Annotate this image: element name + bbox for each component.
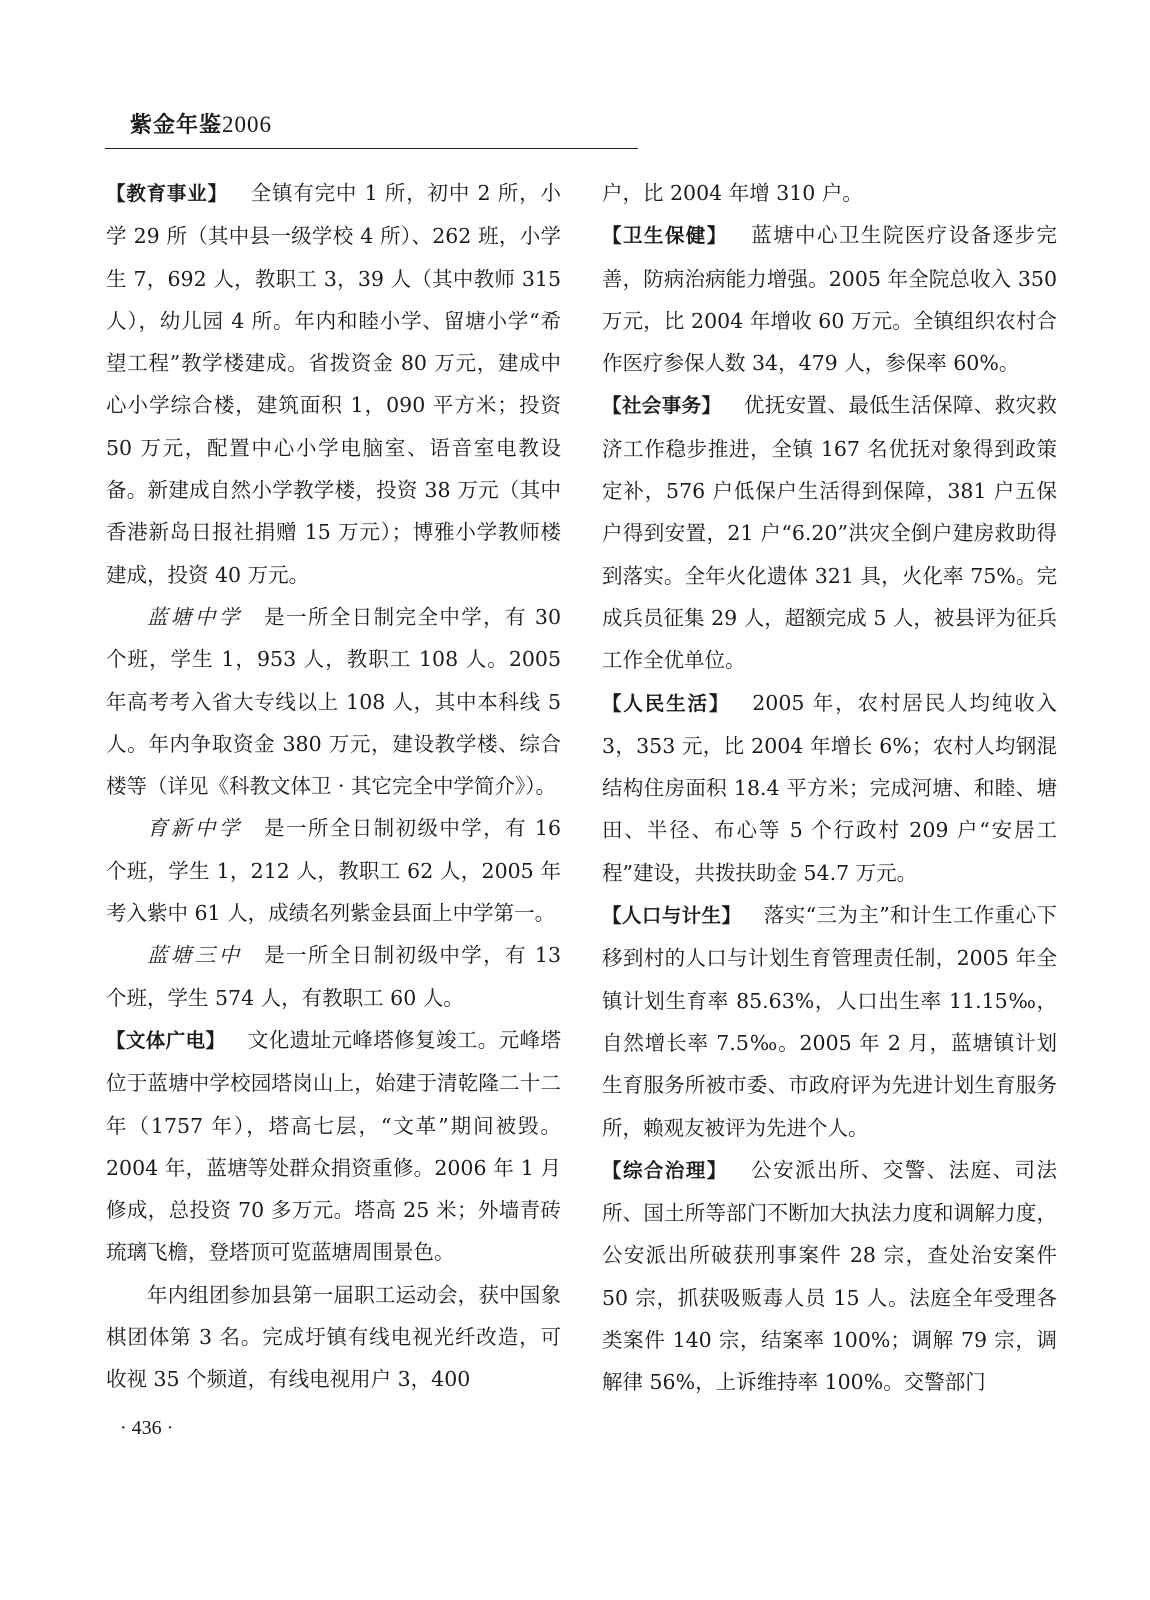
school-name: 蓝塘中学 bbox=[147, 604, 243, 629]
school-name: 育新中学 bbox=[147, 816, 243, 841]
section-tag-culture: 【文体广电】 bbox=[106, 1028, 226, 1052]
school-text: 是一所全日制初级中学，有 16 个班，学生 1，212 人，教职工 62 人，2005 年考入紫中 61 人，成绩名列紫金县面上中学第一。 bbox=[106, 816, 562, 926]
culture-paragraph-2 bbox=[106, 1274, 561, 1401]
culture-paragraph bbox=[106, 1019, 561, 1274]
education-text: 全镇有完中 1 所，初中 2 所，小学 29 所（其中县一级学校 4 所）、262 班，小学生 7，692 人，教职工 3，39 人（其中教师 315 人），幼儿园 4 所。年内和睦小学、留塘小学“希望工程”教学楼建成。省拨资金 80 万元，建成中心小学综合楼，建筑面积 1，090 平方米；投资 50 万元，配置中心小学电脑室、语音室电教设备。新建成自然小学教学楼，投资 38 万元（其中香港新岛日报社捐赠 15 万元）；博雅小学教师楼建成，投资 40 万元。 bbox=[106, 181, 561, 587]
governance-paragraph bbox=[602, 1149, 1057, 1404]
running-header bbox=[130, 108, 272, 139]
school-text: 是一所全日制初级中学，有 13 个班，学生 574 人，有教职工 60 人。 bbox=[106, 943, 562, 1010]
right-column bbox=[602, 172, 1057, 1404]
section-tag-social: 【社会事务】 bbox=[602, 394, 722, 418]
school-paragraph-yuxin bbox=[106, 807, 561, 934]
book-year: 2006 bbox=[222, 112, 273, 137]
left-column bbox=[106, 172, 561, 1401]
section-tag-population: 【人口与计生】 bbox=[602, 904, 742, 928]
livelihood-paragraph bbox=[602, 682, 1057, 894]
school-text: 是一所全日制完全中学，有 30 个班，学生 1，953 人，教职工 108 人。2005 年高考考入省大专线以上 108 人，其中本科线 5 人。年内争取资金 380 万元，建设教学楼、综合楼等（详见《科教文体卫 · 其它完全中学简介》）。 bbox=[106, 604, 562, 799]
livelihood-text: 2005 年，农村居民人均纯收入 3，353 元，比 2004 年增长 6%；农村人均钢混结构住房面积 18.4 平方米；完成河塘、和睦、塘田、半径、布心等 5 个行政村 209 户“安居工程”建设，共拨扶助金 54.7 万元。 bbox=[602, 690, 1057, 885]
section-tag-health: 【卫生保健】 bbox=[602, 224, 728, 248]
book-title: 紫金年鉴 bbox=[130, 113, 223, 138]
section-tag-governance: 【综合治理】 bbox=[602, 1158, 728, 1182]
health-paragraph bbox=[602, 214, 1057, 384]
culture-text-2: 年内组团参加县第一届职工运动会，获中国象棋团体第 3 名。完成圩镇有线电视光纤改造，可收视 35 个频道，有线电视用户 3，400 bbox=[106, 1282, 561, 1392]
header-rule bbox=[105, 148, 638, 149]
school-paragraph-lantang-3 bbox=[106, 934, 561, 1019]
social-text: 优抚安置、最低生活保障、救灾救济工作稳步推进，全镇 167 名优抚对象得到政策定补，576 户低保户生活得到保障，381 户五保户得到安置，21 户“6.20”洪灾全倒户建房救助得到落实。全年火化遗体 321 具，火化率 75%。完成兵员征集 29 人，超额完成 5 人，被县评为征兵工作全优单位。 bbox=[602, 393, 1057, 673]
health-text: 蓝塘中心卫生院医疗设备逐步完善，防病治病能力增强。2005 年全院总收入 350 万元，比 2004 年增收 60 万元。全镇组织农村合作医疗参保人数 34，479 人，参保率 60%。 bbox=[602, 223, 1057, 376]
governance-text: 公安派出所、交警、法庭、司法所、国土所等部门不断加大执法力度和调解力度，公安派出所破获刑事案件 28 宗，查处治安案件 50 宗，抓获吸贩毒人员 15 人。法庭全年受理各类案件 140 宗，结案率 100%；调解 79 宗，调解律 56%，上诉维持率 100%。交警部门 bbox=[602, 1157, 1057, 1395]
culture-continuation-text: 户，比 2004 年增 310 户。 bbox=[602, 181, 863, 205]
school-name: 蓝塘三中 bbox=[147, 943, 243, 968]
page-number: · 436 · bbox=[120, 1417, 174, 1439]
section-tag-education: 【教育事业】 bbox=[106, 182, 228, 205]
population-paragraph bbox=[602, 894, 1057, 1149]
section-tag-livelihood: 【人民生活】 bbox=[602, 691, 731, 715]
school-paragraph-lantang bbox=[106, 596, 561, 807]
education-paragraph bbox=[106, 172, 561, 596]
social-paragraph bbox=[602, 384, 1057, 681]
culture-continuation bbox=[602, 172, 1057, 214]
population-text: 落实“三为主”和计生工作重心下移到村的人口与计划生育管理责任制，2005 年全镇计划生育率 85.63%，人口出生率 11.15‰，自然增长率 7.5‰。2005 年 2 月，蓝塘镇计划生育服务所被市委、市政府评为先进计划生育服务所，赖观友被评为先进个人。 bbox=[602, 903, 1057, 1140]
culture-text: 文化遗址元峰塔修复竣工。元峰塔位于蓝塘中学校园塔岗山上，始建于清乾隆二十二年（1757 年），塔高七层，“文革”期间被毁。2004 年，蓝塘等处群众捐资重修。2006 年 1 月修成，总投资 70 多万元。塔高 25 米；外墙青砖琉璃飞檐，登塔顶可览蓝塘周围景色。 bbox=[106, 1027, 561, 1265]
